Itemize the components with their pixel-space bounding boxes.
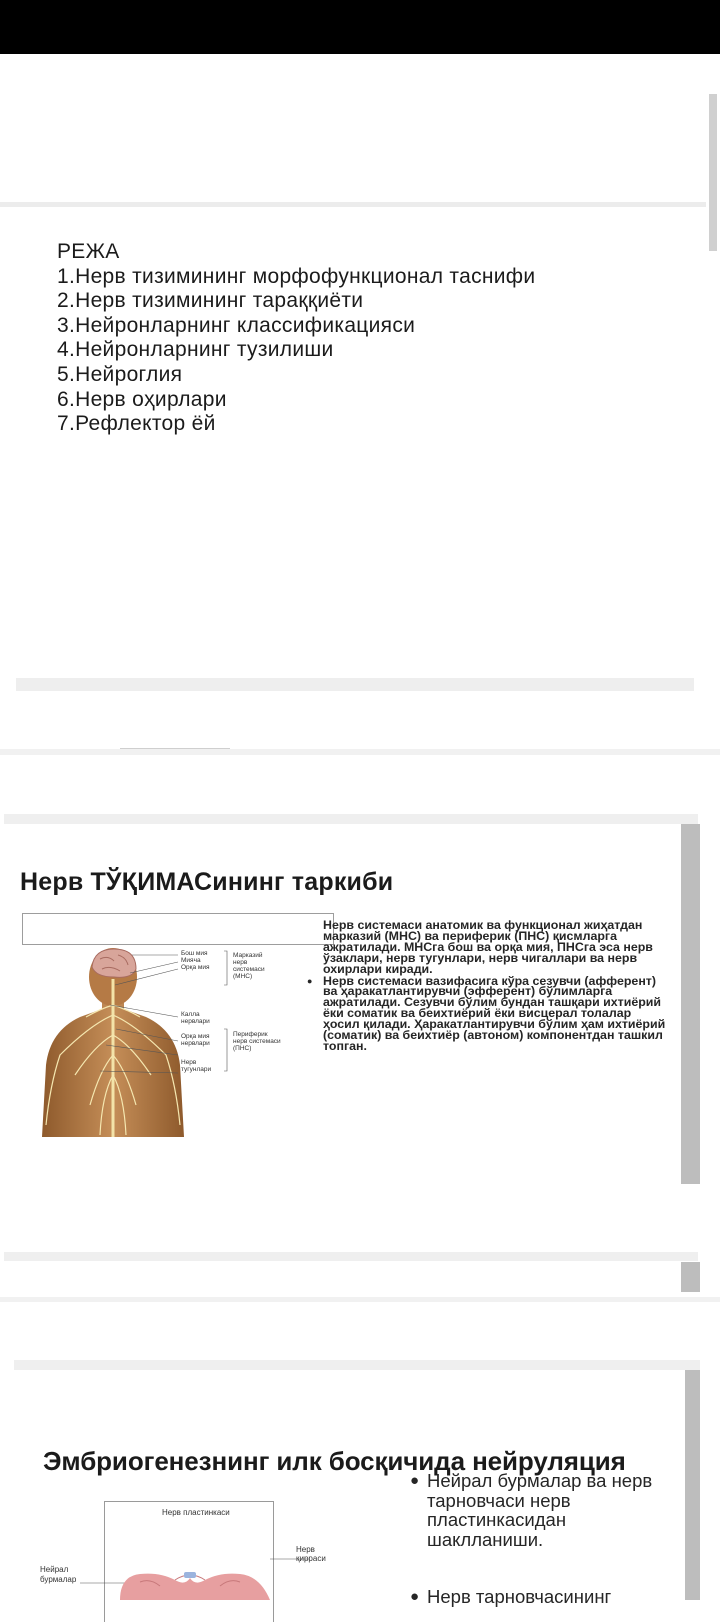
neurulation-illustration: [80, 1556, 340, 1600]
slide3-bullet: ● Нейрал бурмалар ва нерв тарновчаси нерв пластинкасидан шаклланиши.: [410, 1471, 680, 1549]
slide2-side-strip: [681, 824, 700, 1184]
plan-item: 2.Нерв тизимининг тараққиёти: [57, 289, 364, 313]
slide3-title: Эмбриогенезнинг илк босқичида нейруляция: [43, 1446, 626, 1476]
label-neural-folds: Нейрал бурмалар: [40, 1565, 77, 1584]
plan-item: 1.Нерв тизимининг морфофункционал таснифи: [57, 264, 536, 288]
slide2-paragraph: Нерв системаси анатомик ва функционал жиҳатдан марказий (МНС) ва периферик (ПНС) қисмларга ажратилади. МНСга бош ва орқа мия, ПНСга эса нерв ўзаклари, нерв тугунлари, нерв чигаллари ва нерв охирлари киради.: [323, 918, 653, 976]
slide3-body-text: [410, 1471, 680, 1607]
slide2-bottom-band: [4, 1252, 698, 1261]
slide2-body-text: [323, 920, 668, 1052]
slide2-empty-textbox: [22, 913, 334, 945]
label-neural-crest: Нерв қирраси: [296, 1545, 326, 1563]
slide2-top-band: [4, 814, 698, 824]
page-separator: [0, 1297, 720, 1302]
slide1-top-divider: [0, 202, 706, 207]
label-neural-plate: Нерв пластинкаси: [162, 1508, 230, 1517]
plan-item: 5.Нейроглия: [57, 362, 183, 386]
plan-list: [57, 240, 535, 437]
plan-item: 6.Нерв оҳирлари: [57, 387, 227, 411]
label-ganglia: Нерв тугунлари: [181, 1059, 212, 1073]
slide2-title: Нерв ТЎҚИМАСининг таркиби: [20, 868, 394, 896]
slide3-top-band: [14, 1360, 700, 1370]
slide2-side-strip-end: [681, 1262, 700, 1292]
plan-title: РЕЖА: [57, 240, 120, 263]
label-cns: Марказий нерв системаси (МНС): [233, 952, 265, 980]
slide3-side-strip: [685, 1370, 700, 1600]
label-pns: Периферик нерв системаси (ПНС): [233, 1031, 281, 1052]
slide3-bullet: ● Нерв тарновчасининг: [410, 1587, 680, 1607]
label-spinal-cord: Орқа мия: [181, 964, 210, 971]
plan-item: 3.Нейронларнинг классификацияси: [57, 313, 416, 337]
slide2-bullet: ● Нерв системаси вазифасига кўра сезувчи (афферент) ва ҳаракатлантирувчи (эфферент) бўлимларга ажратилади. Сезувчи бўлим бундан ташқари ихтиёрий ёки соматик ва беихтиёрий ёки висцерал толалар ҳосил қилади. Ҳаракатлантирувчи бўлим ҳам ихтиёрий (соматик) ва беихтиёр (автоном) компонентдан ташкил топган.: [323, 976, 668, 1052]
page-scrollbar[interactable]: [709, 94, 717, 251]
page-separator: [0, 749, 720, 755]
label-brain: Бош мия: [181, 950, 208, 957]
slide1-bottom-band: [16, 678, 694, 691]
nervous-system-figure: [40, 945, 281, 1137]
label-cranial-nerves: Калла нервлари: [181, 1011, 210, 1025]
status-bar: [0, 0, 720, 54]
plan-item: 4.Нейронларнинг тузилиши: [57, 338, 334, 362]
plan-item: 7.Рефлектор ёй: [57, 412, 216, 436]
label-spinal-nerves: Орқа мия нервлари: [181, 1033, 210, 1047]
label-cerebellum: Мияча: [181, 957, 201, 964]
